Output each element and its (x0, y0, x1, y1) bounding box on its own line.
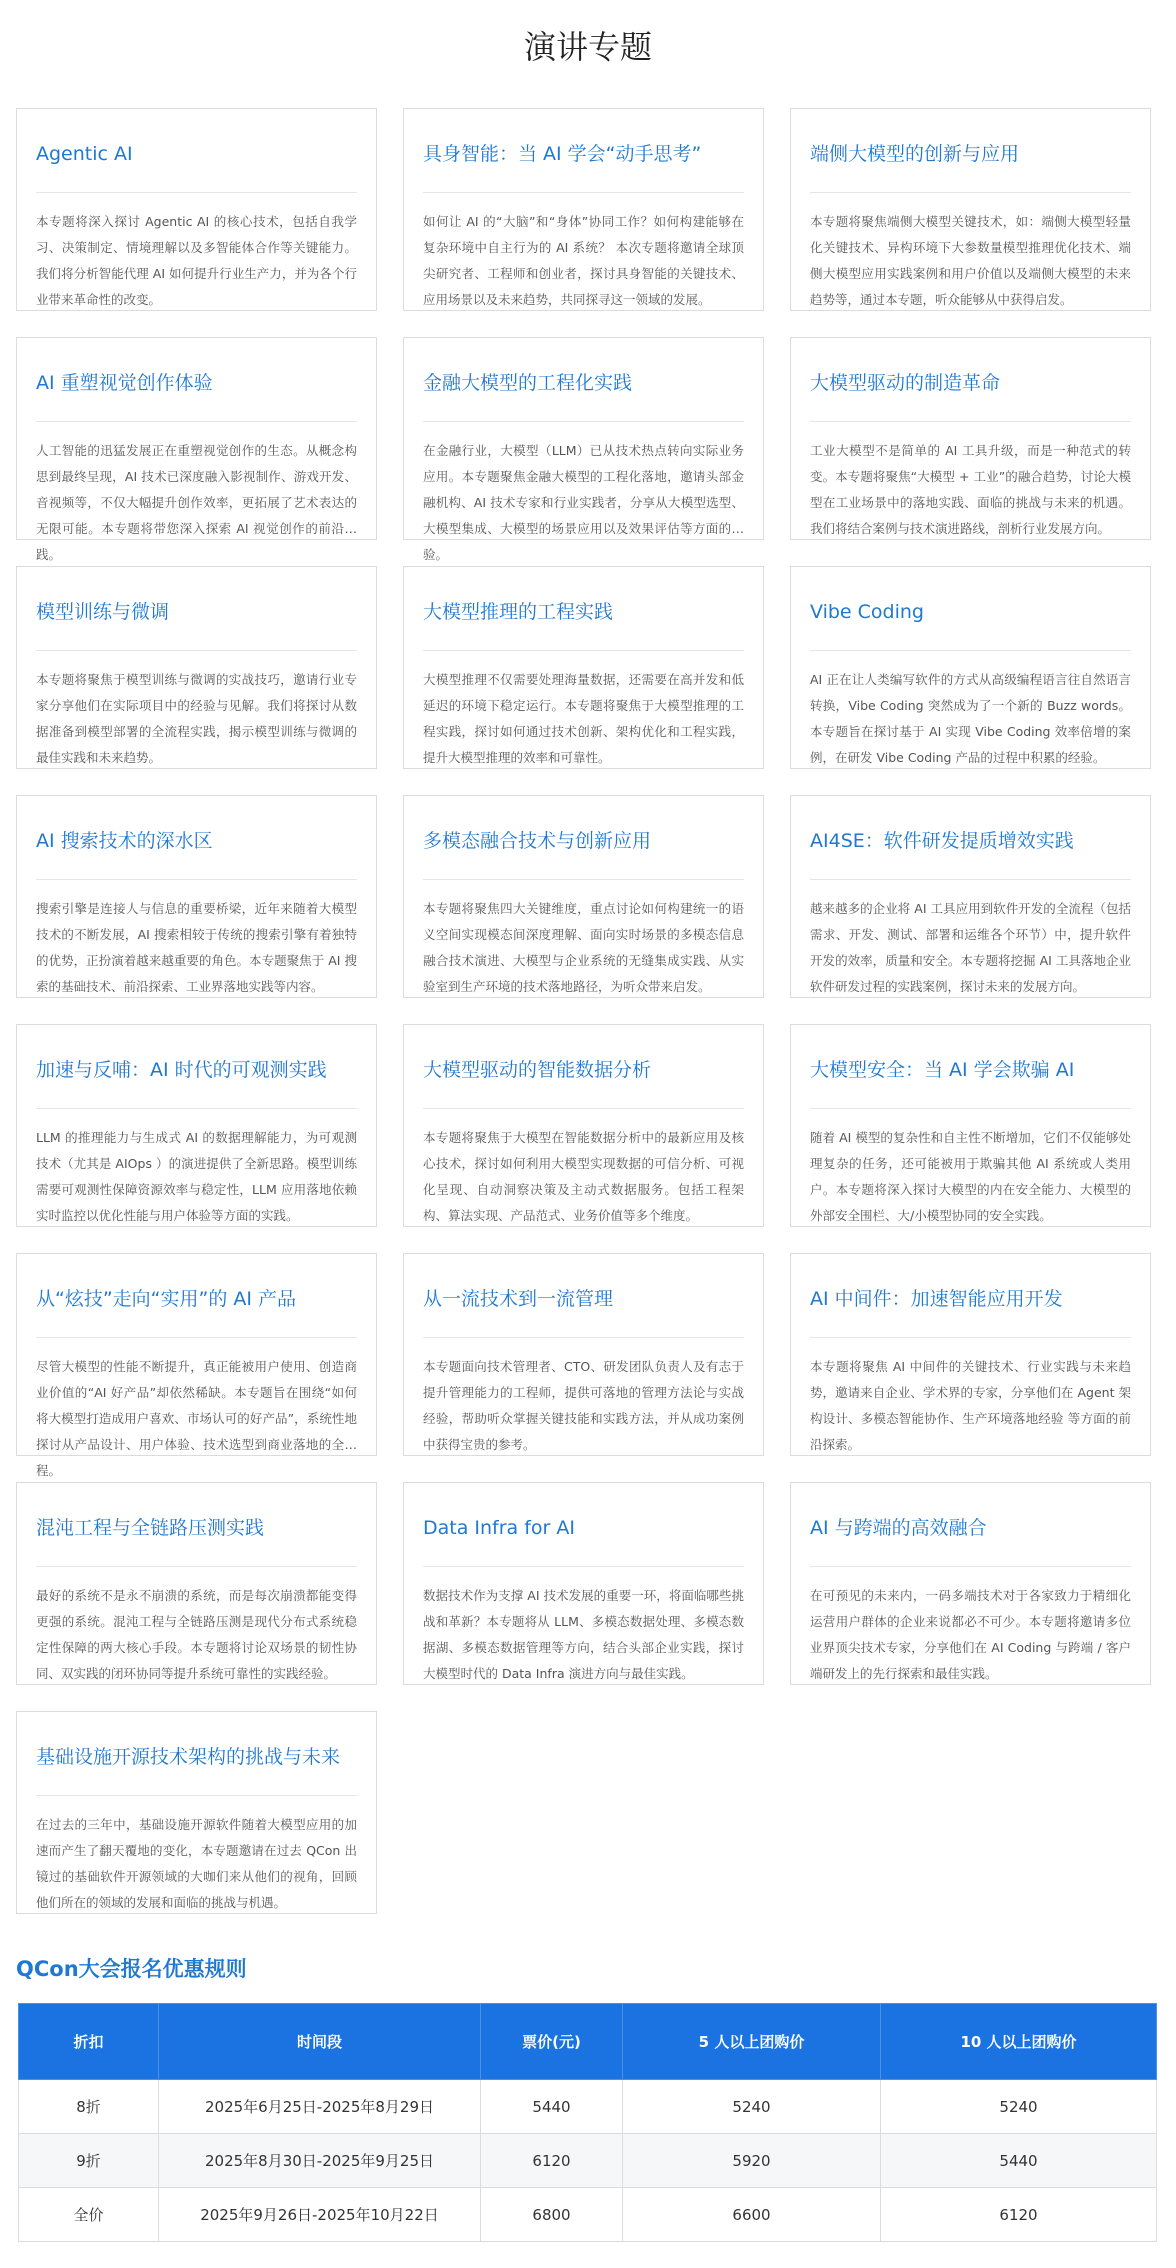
cell-price: 6120 (481, 2134, 623, 2188)
cell-discount: 全价 (19, 2188, 159, 2242)
cell-group5-price: 6600 (623, 2188, 881, 2242)
table-row (19, 2080, 1157, 2134)
track-title[interactable]: 从一流技术到一流管理 (423, 1288, 614, 1310)
table-row (19, 2134, 1157, 2188)
track-title[interactable]: 大模型驱动的智能数据分析 (423, 1059, 652, 1081)
table-header-row (19, 2004, 1157, 2080)
track-title[interactable]: 具身智能：当 AI 学会“动手思考” (423, 143, 702, 165)
track-title[interactable]: AI4SE：软件研发提质增效实践 (810, 830, 1074, 852)
track-title[interactable]: 加速与反哺：AI 时代的可观测实践 (36, 1059, 327, 1081)
header-discount: 折扣 (19, 2004, 159, 2080)
track-title[interactable]: 基础设施开源技术架构的挑战与未来 (36, 1746, 341, 1768)
track-grid (16, 108, 1156, 1914)
divider (423, 1337, 744, 1338)
divider (423, 1566, 744, 1567)
cell-group10-price: 5440 (881, 2134, 1157, 2188)
track-card[interactable] (790, 1024, 1151, 1227)
track-description: 搜索引擎是连接人与信息的重要桥梁，近年来随着大模型技术的不断发展，AI 搜索相较于传统的搜索引擎有着独特的优势，正扮演着越来越重要的角色。本专题聚焦于 AI 搜索的基础技术、前沿探索、工业界落地实践等内容。 (36, 901, 357, 994)
cell-discount: 9折 (19, 2134, 159, 2188)
track-title[interactable]: 模型训练与微调 (36, 601, 170, 623)
track-card[interactable] (790, 566, 1151, 769)
track-description: 在可预见的未来内，一码多端技术对于各家致力于精细化运营用户群体的企业来说都必不可少。本专题将邀请多位业界顶尖技术专家，分享他们在 AI Coding 与跨端 / 客户端研发上的先行探索和最佳实践。 (810, 1588, 1131, 1681)
track-title[interactable]: Data Infra for AI (423, 1517, 575, 1539)
track-card[interactable] (790, 108, 1151, 311)
track-description: 本专题将聚焦端侧大模型关键技术，如：端侧大模型轻量化关键技术、异构环境下大参数量模型推理优化技术、端侧大模型应用实践案例和用户价值以及端侧大模型的未来趋势等，通过本专题，听众能够从中获得启发。 (810, 214, 1131, 307)
track-card[interactable] (403, 795, 764, 998)
track-description: AI 正在让人类编写软件的方式从高级编程语言往自然语言转换，Vibe Coding 突然成为了一个新的 Buzz words。本专题旨在探讨基于 AI 实现 Vibe Coding 效率倍增的案例，在研发 Vibe Coding 产品的过程中积累的经验。 (810, 672, 1131, 765)
track-description: 在过去的三年中，基础设施开源软件随着大模型应用的加速而产生了翻天覆地的变化，本专题邀请在过去 QCon 出镜过的基础软件开源领域的大咖们来从他们的视角，回顾他们所在的领域的发展和面临的挑战与机遇。 (36, 1817, 357, 1910)
divider (423, 879, 744, 880)
track-description: 本专题将聚焦于大模型在智能数据分析中的最新应用及核心技术，探讨如何利用大模型实现数据的可信分析、可视化呈现、自动洞察决策及主动式数据服务。包括工程架构、算法实现、产品范式、业务价值等多个维度。 (423, 1130, 744, 1223)
track-description: 本专题将深入探讨 Agentic AI 的核心技术，包括自我学习、决策制定、情境理解以及多智能体合作等关键能力。我们将分析智能代理 AI 如何提升行业生产力，并为各个行业带来革命性的改变。 (36, 214, 357, 307)
track-description: LLM 的推理能力与生成式 AI 的数据理解能力，为可观测技术（尤其是 AIOps ）的演进提供了全新思路。模型训练需要可观测性保障资源效率与稳定性，LLM 应用落地依赖实时监控以优化性能与用户体验等方面的实践。 (36, 1130, 357, 1223)
track-title[interactable]: AI 与跨端的高效融合 (810, 1517, 987, 1539)
header-group5-price: 5 人以上团购价 (623, 2004, 881, 2080)
track-card[interactable] (403, 1482, 764, 1685)
divider (423, 421, 744, 422)
cell-period: 2025年6月25日-2025年8月29日 (159, 2080, 481, 2134)
track-title[interactable]: 大模型驱动的制造革命 (810, 372, 1001, 394)
page-title: 演讲专题 (523, 28, 652, 66)
track-description: 本专题面向技术管理者、CTO、研发团队负责人及有志于提升管理能力的工程师，提供可落地的管理方法论与实战经验，帮助听众掌握关键技能和实践方法，并从成功案例中获得宝贵的参考。 (423, 1359, 744, 1452)
divider (36, 650, 357, 651)
divider (36, 1566, 357, 1567)
header-group10-price: 10 人以上团购价 (881, 2004, 1157, 2080)
track-title[interactable]: 从“炫技”走向“实用”的 AI 产品 (36, 1288, 297, 1310)
divider (36, 192, 357, 193)
track-card[interactable] (403, 1253, 764, 1456)
cell-group5-price: 5920 (623, 2134, 881, 2188)
divider (810, 1108, 1131, 1109)
track-title[interactable]: Vibe Coding (810, 601, 924, 623)
track-card[interactable] (16, 1711, 377, 1914)
divider (810, 421, 1131, 422)
divider (423, 192, 744, 193)
track-title[interactable]: AI 重塑视觉创作体验 (36, 372, 213, 394)
table-row (19, 2188, 1157, 2242)
cell-period: 2025年8月30日-2025年9月25日 (159, 2134, 481, 2188)
track-description: 本专题将聚焦四大关键维度，重点讨论如何构建统一的语义空间实现模态间深度理解、面向实时场景的多模态信息融合技术演进、大模型与企业系统的无缝集成实践、从实验室到生产环境的技术落地路径，为听众带来启发。 (423, 901, 744, 994)
divider (810, 192, 1131, 193)
track-description: 尽管大模型的性能不断提升，真正能被用户使用、创造商业价值的“AI 好产品”却依然稀缺。本专题旨在围绕“如何将大模型打造成用户喜欢、市场认可的好产品”，系统性地探讨从产品设计、用户体验、技术选型到商业落地的全过程。 (36, 1359, 357, 1478)
track-card[interactable] (16, 1253, 377, 1478)
track-description: 本专题将聚焦 AI 中间件的关键技术、行业实践与未来趋势，邀请来自企业、学术界的专家，分享他们在 Agent 架构设计、多模态智能协作、生产环境落地经验 等方面的前沿探索。 (810, 1359, 1131, 1452)
cell-group10-price: 6120 (881, 2188, 1157, 2242)
track-card[interactable] (16, 566, 377, 769)
cell-price: 6800 (481, 2188, 623, 2242)
track-description: 本专题将聚焦于模型训练与微调的实战技巧，邀请行业专家分享他们在实际项目中的经验与见解。我们将探讨从数据准备到模型部署的全流程实践，揭示模型训练与微调的最佳实践和未来趋势。 (36, 672, 357, 765)
track-description: 大模型推理不仅需要处理海量数据，还需要在高并发和低延迟的环境下稳定运行。本专题将聚焦于大模型推理的工程实践，探讨如何通过技术创新、架构优化和工程实践，提升大模型推理的效率和可靠性。 (423, 672, 744, 765)
track-description: 越来越多的企业将 AI 工具应用到软件开发的全流程（包括需求、开发、测试、部署和运维各个环节）中，提升软件开发的效率，质量和安全。本专题将挖掘 AI 工具落地企业软件研发过程的实践案例，探讨未来的发展方向。 (810, 901, 1131, 994)
cell-group5-price: 5240 (623, 2080, 881, 2134)
track-description: 人工智能的迅猛发展正在重塑视觉创作的生态。从概念构思到最终呈现，AI 技术已深度融入影视制作、游戏开发、音视频等，不仅大幅提升创作效率，更拓展了艺术表达的无限可能。本专题将带您深入探索 AI 视觉创作的前沿实践。 (36, 443, 357, 562)
header-period: 时间段 (159, 2004, 481, 2080)
track-title[interactable]: 多模态融合技术与创新应用 (423, 830, 652, 852)
track-title[interactable]: 混沌工程与全链路压测实践 (36, 1517, 265, 1539)
track-card[interactable] (16, 795, 377, 998)
cell-price: 5440 (481, 2080, 623, 2134)
divider (36, 421, 357, 422)
track-title[interactable]: Agentic AI (36, 143, 133, 165)
divider (810, 1337, 1131, 1338)
discount-table (18, 2003, 1157, 2242)
discount-section-title: QCon大会报名优惠规则 (16, 1957, 247, 1981)
track-card[interactable] (16, 1482, 377, 1685)
divider (36, 1108, 357, 1109)
track-description: 数据技术作为支撑 AI 技术发展的重要一环，将面临哪些挑战和革新？本专题将从 LLM、多模态数据处理、多模态数据湖、多模态数据管理等方向，结合头部企业实践，探讨大模型时代的 Data Infra 演进方向与最佳实践。 (423, 1588, 744, 1681)
track-description: 如何让 AI 的“大脑”和“身体”协同工作？如何构建能够在复杂环境中自主行为的 AI 系统？ 本次专题将邀请全球顶尖研究者、工程师和创业者，探讨具身智能的关键技术、应用场景以及未来趋势，共同探寻这一领域的发展。 (423, 214, 744, 307)
divider (36, 1795, 357, 1796)
track-title[interactable]: AI 中间件：加速智能应用开发 (810, 1288, 1063, 1310)
track-description: 最好的系统不是永不崩溃的系统，而是每次崩溃都能变得更强的系统。混沌工程与全链路压测是现代分布式系统稳定性保障的两大核心手段。本专题将讨论双场景的韧性协同、双实践的闭环协同等提升系统可靠性的实践经验。 (36, 1588, 357, 1681)
divider (810, 1566, 1131, 1567)
header-price: 票价(元) (481, 2004, 623, 2080)
track-description: 在金融行业，大模型（LLM）已从技术热点转向实际业务应用。本专题聚焦金融大模型的工程化落地，邀请头部金融机构、AI 技术专家和行业实践者，分享从大模型选型、大模型集成、大模型的场景应用以及效果评估等方面的经验。 (423, 443, 744, 562)
track-title[interactable]: AI 搜索技术的深水区 (36, 830, 213, 852)
track-card[interactable] (403, 566, 764, 769)
track-card[interactable] (16, 1024, 377, 1227)
track-card[interactable] (790, 795, 1151, 998)
divider (36, 879, 357, 880)
track-description: 随着 AI 模型的复杂性和自主性不断增加，它们不仅能够处理复杂的任务，还可能被用于欺骗其他 AI 系统或人类用户。本专题将深入探讨大模型的内在安全能力、大模型的外部安全围栏、大/小模型协同的安全实践。 (810, 1130, 1131, 1223)
track-card[interactable] (790, 337, 1151, 540)
cell-period: 2025年9月26日-2025年10月22日 (159, 2188, 481, 2242)
divider (36, 1337, 357, 1338)
track-description: 工业大模型不是简单的 AI 工具升级，而是一种范式的转变。本专题将聚焦“大模型 + 工业”的融合趋势，讨论大模型在工业场景中的落地实践、面临的挑战与未来的机遇。我们将结合案例与技术演进路线，剖析行业发展方向。 (810, 443, 1131, 536)
track-card[interactable] (16, 337, 377, 562)
track-card[interactable] (790, 1482, 1151, 1685)
track-card[interactable] (16, 108, 377, 311)
divider (423, 1108, 744, 1109)
divider (810, 879, 1131, 880)
divider (810, 650, 1131, 651)
track-card[interactable] (790, 1253, 1151, 1456)
track-title[interactable]: 金融大模型的工程化实践 (423, 372, 633, 394)
divider (423, 650, 744, 651)
track-title[interactable]: 端侧大模型的创新与应用 (810, 143, 1020, 165)
cell-discount: 8折 (19, 2080, 159, 2134)
track-card[interactable] (403, 337, 764, 562)
track-title[interactable]: 大模型安全：当 AI 学会欺骗 AI (810, 1059, 1075, 1081)
track-card[interactable] (403, 108, 764, 311)
cell-group10-price: 5240 (881, 2080, 1157, 2134)
track-title[interactable]: 大模型推理的工程实践 (423, 601, 614, 623)
track-card[interactable] (403, 1024, 764, 1227)
